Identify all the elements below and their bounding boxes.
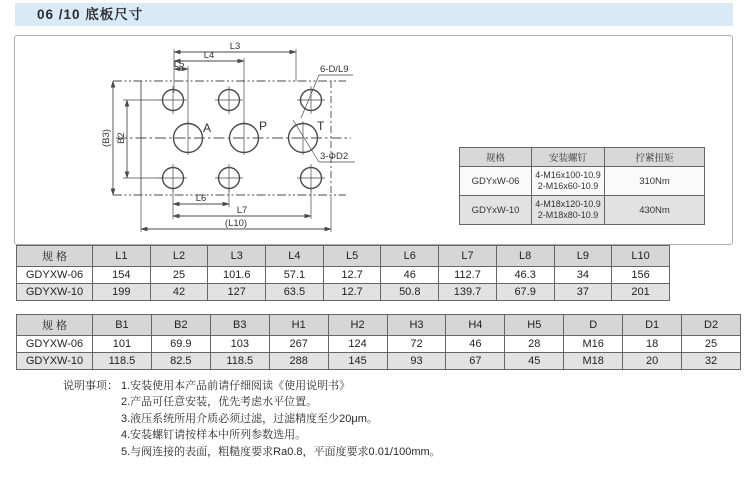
col-header: 规 格 [17,246,93,267]
cell: 67 [446,353,505,370]
cell: 201 [612,284,670,301]
cell: GDYXW-10 [17,353,93,370]
table-header-row [17,315,741,336]
page-title: 06 /10 底板尺寸 [37,7,144,22]
cell: 34 [554,267,612,284]
baseplate-drawing [15,36,435,244]
notes-list [121,378,441,460]
col-header: H4 [446,315,505,336]
cell: 145 [328,353,387,370]
cell: 118.5 [93,353,152,370]
cell: 118.5 [210,353,269,370]
col-header: H2 [328,315,387,336]
cell: 18 [623,336,682,353]
section-header-bar [15,3,733,26]
col-header: L6 [381,246,439,267]
extension-lines-top [174,49,296,123]
cell: 72 [387,336,446,353]
cell: 25 [150,267,208,284]
cell: 69.9 [151,336,210,353]
col-header-model: 规格 [460,148,532,167]
cell: 154 [93,267,151,284]
screw-spec-line: 2-M16x60-10.9 [537,181,599,191]
cell-screws [532,196,605,225]
col-header: L8 [496,246,554,267]
cell: 50.8 [381,284,439,301]
table-header-row [17,246,670,267]
cell: GDYXW-06 [17,336,93,353]
cell: GDYXW-06 [17,267,93,284]
note-item: 5.与阀连接的表面，粗糙度要求Ra0.8，平面度要求0.01/100mm。 [121,445,441,458]
cell: 12.7 [323,284,381,301]
cell: 37 [554,284,612,301]
col-header: L2 [150,246,208,267]
col-header: L4 [266,246,324,267]
table-row [17,267,670,284]
note-item: 3.液压系统所用介质必须过滤，过滤精度至少20μm。 [121,412,378,425]
dim-label-b2: B2 [116,132,127,144]
cell: 46 [446,336,505,353]
cell: 63.5 [266,284,324,301]
col-header-torque: 拧紧扭矩 [605,148,705,167]
callout-mount-holes: 6-D/L9 [320,64,349,75]
cell: 93 [387,353,446,370]
cell: 28 [505,336,564,353]
col-header: B1 [93,315,152,336]
cell: 32 [682,353,741,370]
height-dims-table [16,314,741,370]
cell: 127 [208,284,266,301]
cell: 12.7 [323,267,381,284]
col-header: D2 [682,315,741,336]
col-header: L5 [323,246,381,267]
note-item: 2.产品可任意安装，优先考虑水平位置。 [121,396,318,409]
cell: 139.7 [439,284,497,301]
dim-label-l10: (L10) [224,218,248,229]
dim-label-l5: L5 [173,59,185,70]
table-row [460,167,705,196]
cell: 288 [269,353,328,370]
port-label-p: P [259,119,268,133]
cell-torque: 310Nm [605,167,705,196]
col-header: H3 [387,315,446,336]
screw-spec-line: 4-M18x120-10.9 [535,199,601,209]
cell: 199 [93,284,151,301]
drawing-panel [14,35,733,245]
col-header: L3 [208,246,266,267]
cell: 45 [505,353,564,370]
col-header: B2 [151,315,210,336]
cell-screws [532,167,605,196]
table-header-row [460,148,705,167]
cell: 57.1 [266,267,324,284]
port-label-a: A [203,121,212,135]
note-item: 4.安装螺钉请按样本中所列参数选用。 [121,429,307,442]
extension-lines-left [123,100,161,178]
cell: 103 [210,336,269,353]
cell: 67.9 [496,284,554,301]
notes-section [63,378,441,460]
col-header: L9 [554,246,612,267]
note-item: 1.安装使用本产品前请仔细阅读《使用说明书》 [121,380,351,392]
col-header: 规 格 [17,315,93,336]
col-header: L1 [93,246,151,267]
dim-label-l6: L6 [195,193,207,204]
cell: M16 [564,336,623,353]
table-row [17,336,741,353]
cell: 46 [381,267,439,284]
screw-spec-line: 2-M18x80-10.9 [537,210,599,220]
screw-spec-line: 4-M16x100-10.9 [535,170,601,180]
table-row [460,196,705,225]
cell: 42 [150,284,208,301]
port-label-t: T [317,119,325,133]
callout-port-holes: 3-ΦD2 [320,151,349,162]
cell: 267 [269,336,328,353]
cell-model: GDYxW-10 [460,196,532,225]
cell: M18 [564,353,623,370]
cell-torque: 430Nm [605,196,705,225]
col-header: B3 [210,315,269,336]
cell: 112.7 [439,267,497,284]
table-row [17,284,670,301]
dim-label-l7: L7 [236,205,248,216]
dim-label-b3: (B3) [101,129,112,147]
cell: 82.5 [151,353,210,370]
col-header: L7 [439,246,497,267]
dim-label-l3: L3 [229,41,241,52]
cell: 101 [93,336,152,353]
col-header: L10 [612,246,670,267]
col-header: D1 [623,315,682,336]
cell: 25 [682,336,741,353]
cell: GDYXW-10 [17,284,93,301]
cell: 156 [612,267,670,284]
cell: 20 [623,353,682,370]
col-header: D [564,315,623,336]
length-dims-table [16,245,670,301]
cell: 124 [328,336,387,353]
cell: 101.6 [208,267,266,284]
col-header: H1 [269,315,328,336]
col-header: H5 [505,315,564,336]
cell-model: GDYxW-06 [460,167,532,196]
screw-spec-table [459,147,705,225]
dim-label-l4: L4 [203,50,215,61]
notes-label: 说明事项： [63,380,118,392]
cell: 46.3 [496,267,554,284]
col-header-screws: 安装螺钉 [532,148,605,167]
table-row [17,353,741,370]
